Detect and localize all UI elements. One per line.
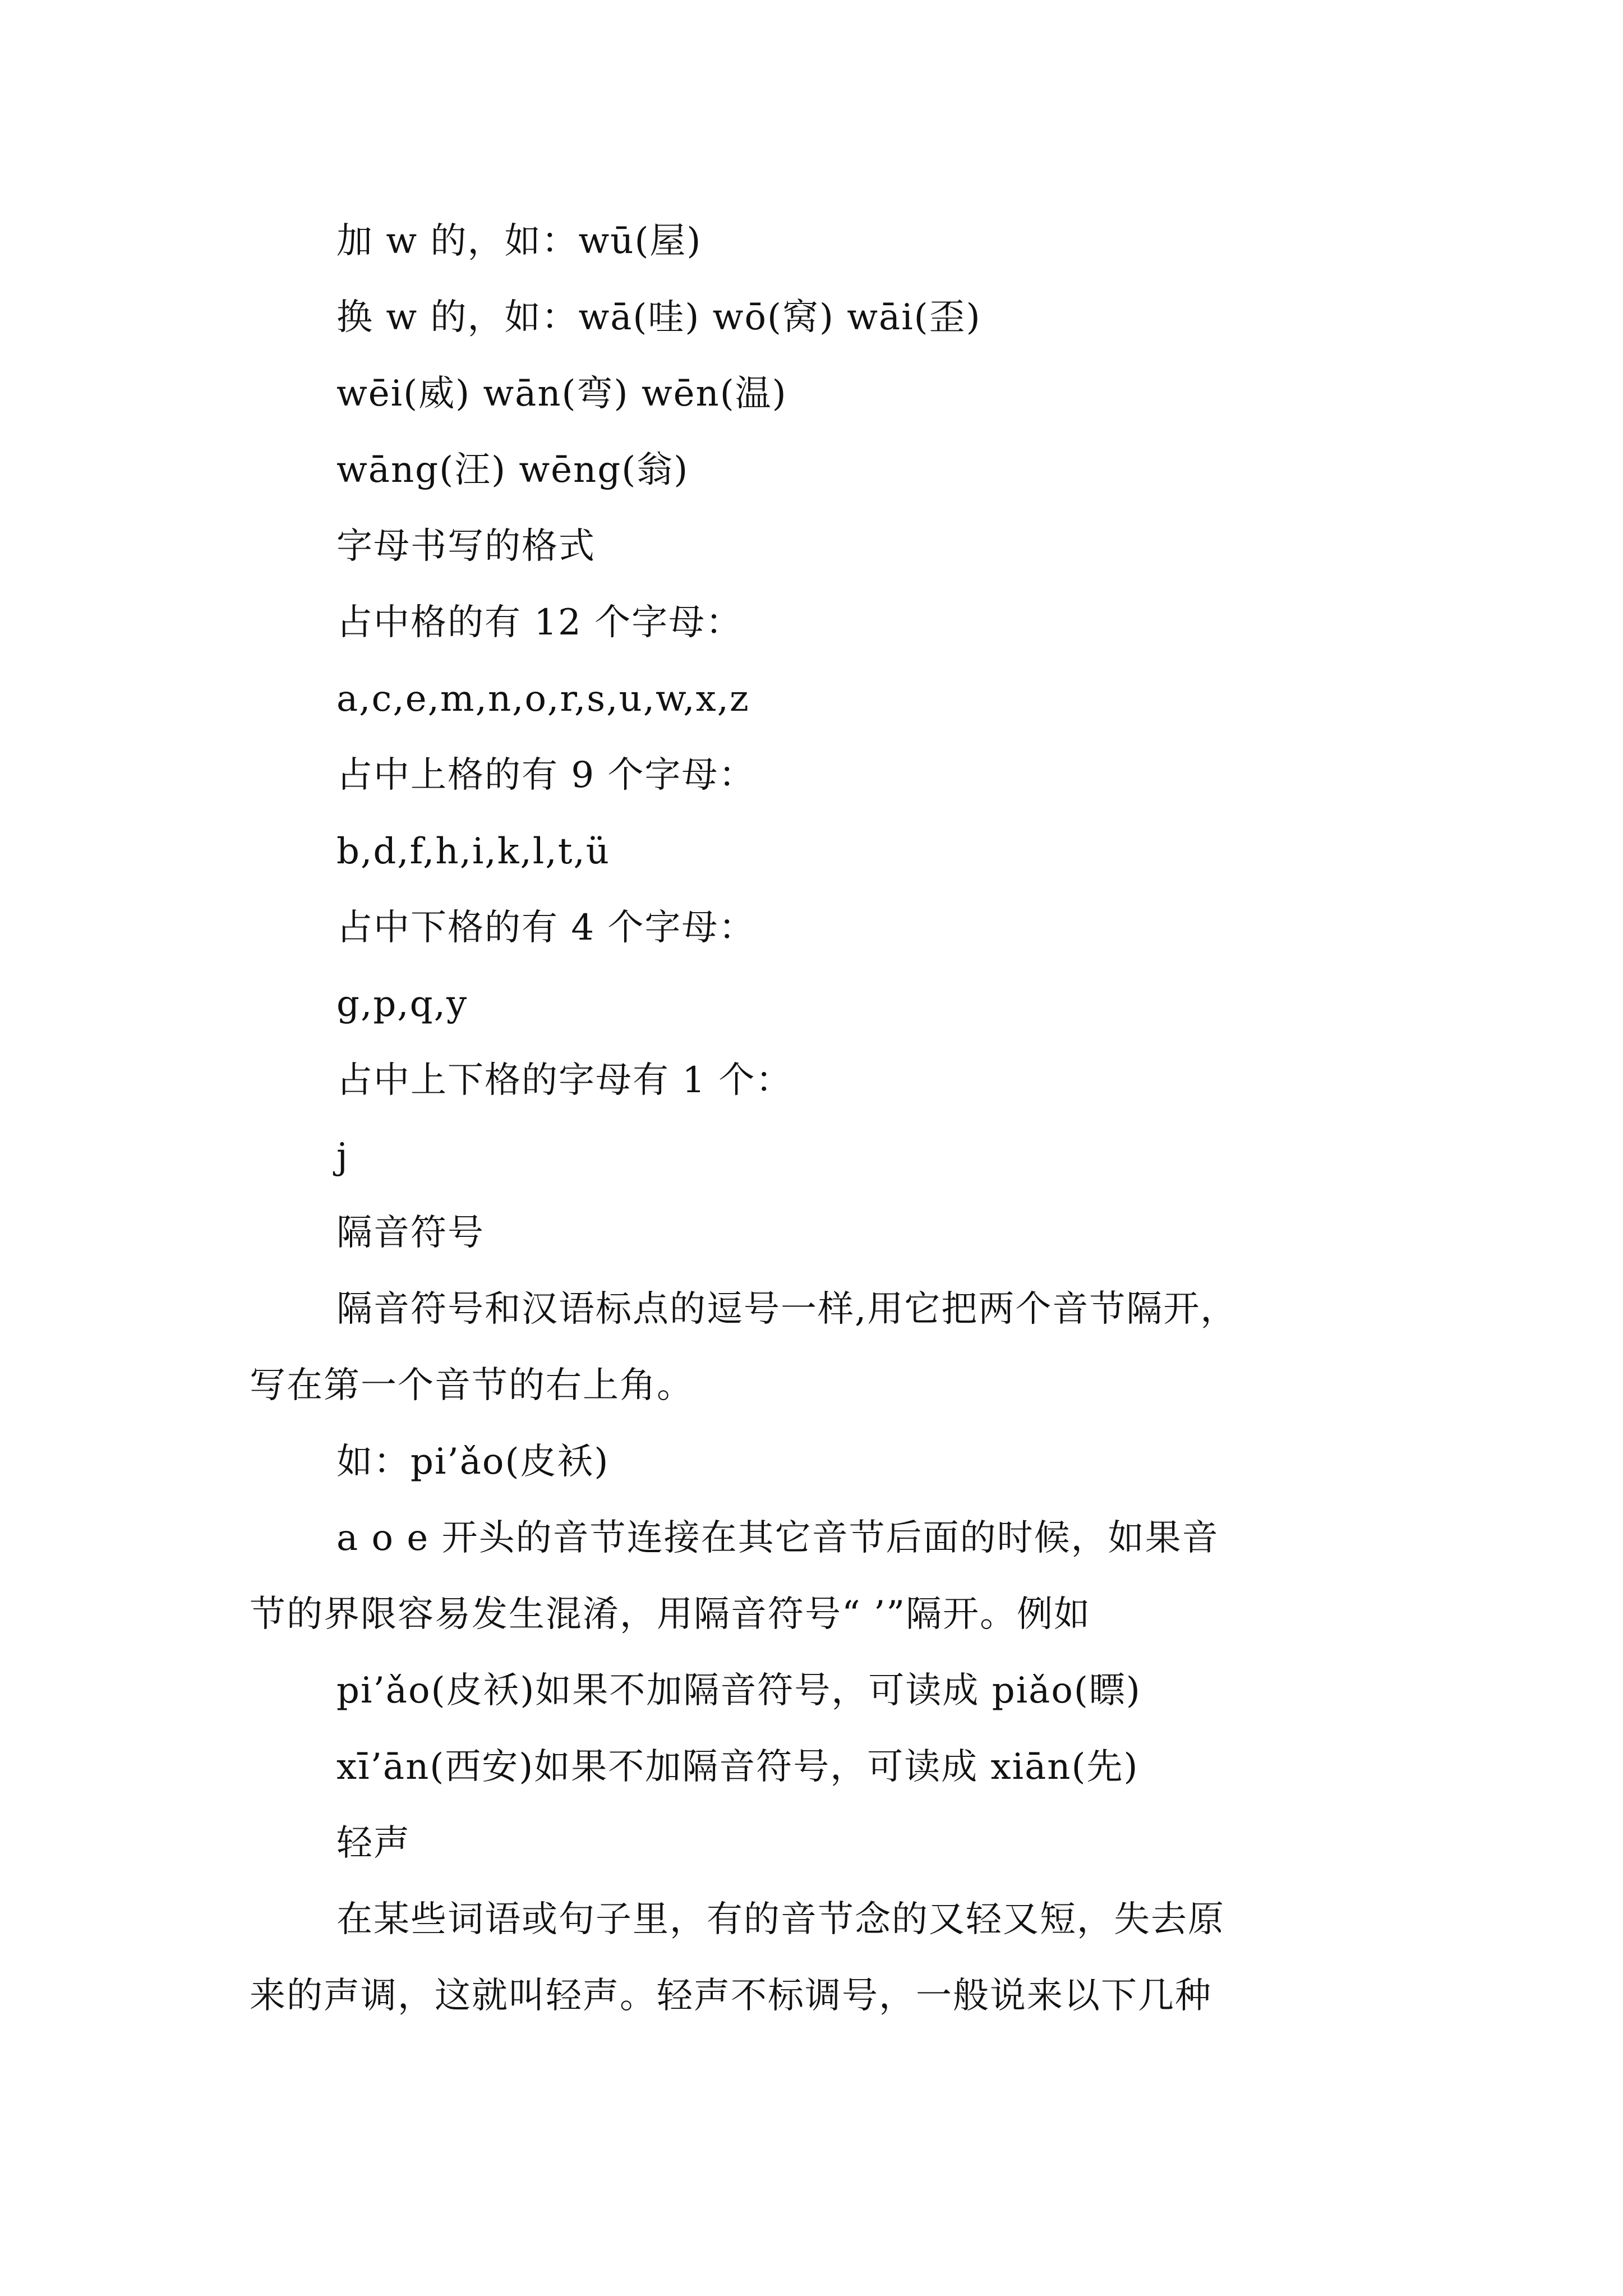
text-line: a o e 开头的音节连接在其它音节后面的时候，如果音 [336,1517,1219,1559]
text-line: 占中下格的有 4 个字母： [336,907,756,949]
text-line: a,c,e,m,n,o,r,s,u,w,x,z [336,678,750,720]
text-line: j [336,1136,349,1177]
text-line: 写在第一个音节的右上角。 [250,1365,694,1406]
text-line: pi’ǎo(皮袄)如果不加隔音符号，可读成 piǎo(瞟) [336,1670,1141,1711]
text-line: 如：pi’ǎo(皮袄) [336,1441,610,1483]
text-line: wēi(威) wān(弯) wēn(温) [336,373,787,415]
section-heading: 轻声 [336,1823,411,1864]
text-line: 换 w 的，如：wā(哇) wō(窝) wāi(歪) [336,297,981,338]
text-line: xī’ān(西安)如果不加隔音符号，可读成 xiān(先) [336,1746,1139,1788]
text-line: wāng(汪) wēng(翁) [336,449,689,491]
text-line: b,d,f,h,i,k,l,t,ü [336,831,610,872]
text-line: 占中上下格的字母有 1 个： [336,1060,793,1101]
text-line: 占中上格的有 9 个字母： [336,754,756,796]
text-line: g,p,q,y [336,983,468,1025]
section-heading: 隔音符号 [336,1212,485,1254]
text-line: 节的界限容易发生混淆，用隔音符号“ ’”隔开。例如 [250,1594,1091,1635]
text-line: 加 w 的，如：wū(屋) [336,220,702,262]
text-line: 占中格的有 12 个字母： [336,602,743,643]
text-line: 在某些词语或句子里，有的音节念的又轻又短，失去原 [336,1899,1225,1940]
text-line: 来的声调，这就叫轻声。轻声不标调号，一般说来以下几种 [250,1975,1212,2017]
text-line: 隔音符号和汉语标点的逗号一样,用它把两个音节隔开， [336,1289,1238,1330]
section-heading: 字母书写的格式 [336,526,596,567]
